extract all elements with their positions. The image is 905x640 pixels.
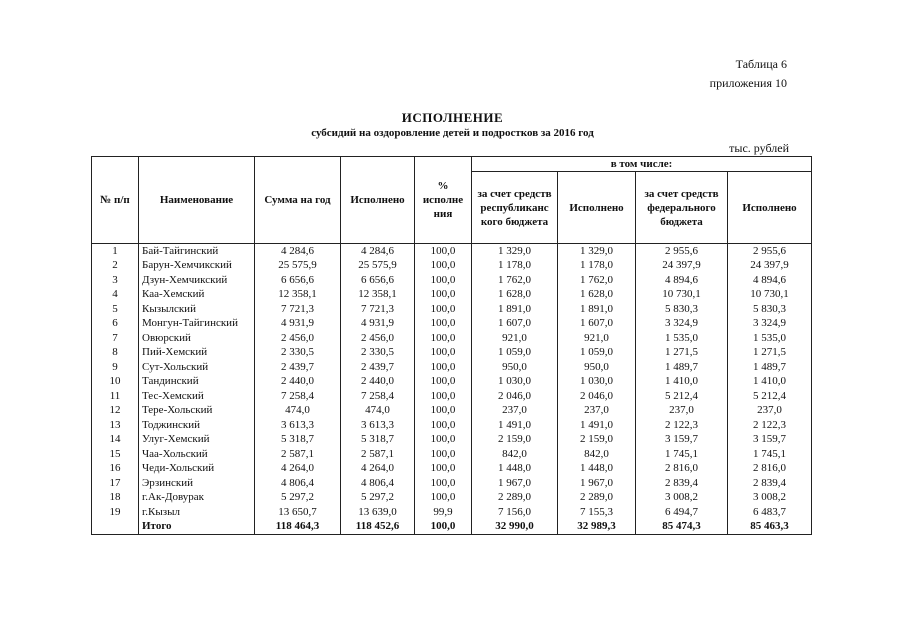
table-row [92,505,812,520]
row-sum: 4 264,0 [255,462,341,477]
total-name: Итого [139,520,255,535]
table-row [92,447,812,462]
subsidy-table [91,156,812,535]
row-fed-exec: 5 212,4 [728,389,812,404]
row-fed: 5 830,3 [636,302,728,317]
table-row [92,491,812,506]
row-rep-exec: 1 891,0 [558,302,636,317]
row-rep: 1 448,0 [472,462,558,477]
row-num: 14 [92,433,139,448]
table-row [92,360,812,375]
row-num: 11 [92,389,139,404]
row-fed-exec: 2 955,6 [728,244,812,259]
table-row [92,418,812,433]
row-pct: 100,0 [415,346,472,361]
row-rep-exec: 1 762,0 [558,273,636,288]
row-num: 16 [92,462,139,477]
row-fed: 237,0 [636,404,728,419]
row-exec: 12 358,1 [341,288,415,303]
appendix-reference: приложения 10 [709,76,787,90]
row-name: Тандинский [139,375,255,390]
row-rep: 1 059,0 [472,346,558,361]
row-rep-exec: 7 155,3 [558,505,636,520]
row-rep: 2 289,0 [472,491,558,506]
row-fed: 2 122,3 [636,418,728,433]
row-pct: 100,0 [415,331,472,346]
row-sum: 2 587,1 [255,447,341,462]
row-pct: 100,0 [415,447,472,462]
table-row [92,259,812,274]
row-rep: 2 046,0 [472,389,558,404]
row-name: Тере-Хольский [139,404,255,419]
row-fed-exec: 2 839,4 [728,476,812,491]
row-fed-exec: 3 324,9 [728,317,812,332]
row-rep-exec: 2 289,0 [558,491,636,506]
row-pct: 100,0 [415,433,472,448]
total-fed-exec: 85 463,3 [728,520,812,535]
row-rep-exec: 237,0 [558,404,636,419]
row-pct: 100,0 [415,317,472,332]
row-fed-exec: 4 894,6 [728,273,812,288]
row-fed: 6 494,7 [636,505,728,520]
row-fed-exec: 6 483,7 [728,505,812,520]
row-num: 18 [92,491,139,506]
row-fed: 3 008,2 [636,491,728,506]
row-num: 8 [92,346,139,361]
header-fed-budget: за счет средств федерального бюджета [636,172,728,244]
row-fed: 1 745,1 [636,447,728,462]
header-sum: Сумма на год [255,157,341,244]
row-pct: 100,0 [415,418,472,433]
row-pct: 99,9 [415,505,472,520]
row-fed: 10 730,1 [636,288,728,303]
row-rep-exec: 2 046,0 [558,389,636,404]
row-fed: 4 894,6 [636,273,728,288]
row-num: 17 [92,476,139,491]
row-fed: 2 816,0 [636,462,728,477]
row-sum: 4 806,4 [255,476,341,491]
row-pct: 100,0 [415,404,472,419]
row-sum: 4 931,9 [255,317,341,332]
row-name: Тес-Хемский [139,389,255,404]
row-sum: 2 439,7 [255,360,341,375]
row-sum: 13 650,7 [255,505,341,520]
row-fed-exec: 5 830,3 [728,302,812,317]
row-num: 13 [92,418,139,433]
row-exec: 3 613,3 [341,418,415,433]
row-sum: 25 575,9 [255,259,341,274]
row-exec: 6 656,6 [341,273,415,288]
header-rep-budget: за счет средств республиканс кого бюджета [472,172,558,244]
row-rep-exec: 1 491,0 [558,418,636,433]
row-num: 1 [92,244,139,259]
row-pct: 100,0 [415,273,472,288]
row-rep: 7 156,0 [472,505,558,520]
row-exec: 2 440,0 [341,375,415,390]
row-sum: 7 721,3 [255,302,341,317]
row-sum: 5 318,7 [255,433,341,448]
row-fed-exec: 2 816,0 [728,462,812,477]
row-rep-exec: 1 329,0 [558,244,636,259]
row-fed: 3 159,7 [636,433,728,448]
row-sum: 4 284,6 [255,244,341,259]
row-pct: 100,0 [415,259,472,274]
table-row [92,375,812,390]
header-num: № п/п [92,157,139,244]
table-row [92,404,812,419]
row-exec: 7 721,3 [341,302,415,317]
row-num: 5 [92,302,139,317]
row-num: 2 [92,259,139,274]
row-rep: 950,0 [472,360,558,375]
document-subtitle: субсидий на оздоровление детей и подростков за 2016 год [311,127,594,139]
row-pct: 100,0 [415,491,472,506]
row-rep-exec: 842,0 [558,447,636,462]
row-name: Пий-Хемский [139,346,255,361]
total-num [92,520,139,535]
table-row [92,273,812,288]
row-rep: 2 159,0 [472,433,558,448]
row-rep: 1 178,0 [472,259,558,274]
table-row [92,389,812,404]
total-sum: 118 464,3 [255,520,341,535]
row-name: Кызылский [139,302,255,317]
row-fed-exec: 237,0 [728,404,812,419]
row-name: Улуг-Хемский [139,433,255,448]
row-rep-exec: 1 178,0 [558,259,636,274]
row-exec: 4 931,9 [341,317,415,332]
table-row [92,302,812,317]
row-pct: 100,0 [415,389,472,404]
row-name: Чаа-Хольский [139,447,255,462]
row-name: Овюрский [139,331,255,346]
row-exec: 4 284,6 [341,244,415,259]
row-sum: 6 656,6 [255,273,341,288]
row-num: 12 [92,404,139,419]
row-fed-exec: 3 008,2 [728,491,812,506]
row-sum: 12 358,1 [255,288,341,303]
row-rep: 921,0 [472,331,558,346]
row-sum: 7 258,4 [255,389,341,404]
table-reference: Таблица 6 [735,57,787,71]
document-title: ИСПОЛНЕНИЕ [401,110,504,125]
row-rep: 1 491,0 [472,418,558,433]
row-fed-exec: 24 397,9 [728,259,812,274]
row-rep: 1 607,0 [472,317,558,332]
row-name: Эрзинский [139,476,255,491]
table-row [92,317,812,332]
table-row [92,462,812,477]
row-num: 6 [92,317,139,332]
table-row [92,331,812,346]
row-fed: 1 489,7 [636,360,728,375]
row-fed: 2 839,4 [636,476,728,491]
row-sum: 2 330,5 [255,346,341,361]
row-exec: 7 258,4 [341,389,415,404]
row-fed: 1 535,0 [636,331,728,346]
row-rep-exec: 1 607,0 [558,317,636,332]
total-pct: 100,0 [415,520,472,535]
row-rep: 1 967,0 [472,476,558,491]
row-rep-exec: 1 059,0 [558,346,636,361]
header-including: в том числе: [472,157,812,172]
row-exec: 2 587,1 [341,447,415,462]
row-fed-exec: 1 489,7 [728,360,812,375]
row-rep: 237,0 [472,404,558,419]
row-rep: 1 628,0 [472,288,558,303]
row-name: Чеди-Хольский [139,462,255,477]
row-num: 19 [92,505,139,520]
row-exec: 4 264,0 [341,462,415,477]
row-num: 3 [92,273,139,288]
row-rep: 842,0 [472,447,558,462]
header-rep-exec: Исполнено [558,172,636,244]
row-fed: 3 324,9 [636,317,728,332]
row-fed-exec: 1 745,1 [728,447,812,462]
row-name: Дзун-Хемчикский [139,273,255,288]
row-name: г.Кызыл [139,505,255,520]
row-fed-exec: 1 535,0 [728,331,812,346]
row-rep: 1 030,0 [472,375,558,390]
row-rep: 1 891,0 [472,302,558,317]
row-sum: 474,0 [255,404,341,419]
table-row [92,433,812,448]
table-row [92,244,812,259]
row-name: Тоджинский [139,418,255,433]
row-rep-exec: 1 448,0 [558,462,636,477]
row-exec: 13 639,0 [341,505,415,520]
row-exec: 5 318,7 [341,433,415,448]
row-pct: 100,0 [415,288,472,303]
row-rep-exec: 950,0 [558,360,636,375]
header-name: Наименование [139,157,255,244]
row-pct: 100,0 [415,360,472,375]
row-exec: 474,0 [341,404,415,419]
row-pct: 100,0 [415,375,472,390]
row-pct: 100,0 [415,302,472,317]
row-num: 7 [92,331,139,346]
header-pct: % исполне ния [415,157,472,244]
row-num: 9 [92,360,139,375]
row-exec: 2 456,0 [341,331,415,346]
row-name: Сут-Хольский [139,360,255,375]
table-row [92,476,812,491]
row-pct: 100,0 [415,476,472,491]
row-rep: 1 762,0 [472,273,558,288]
row-rep: 1 329,0 [472,244,558,259]
row-sum: 2 456,0 [255,331,341,346]
row-rep-exec: 921,0 [558,331,636,346]
row-name: Каа-Хемский [139,288,255,303]
header-fed-exec: Исполнено [728,172,812,244]
row-fed-exec: 10 730,1 [728,288,812,303]
row-fed-exec: 1 271,5 [728,346,812,361]
table-row [92,288,812,303]
row-name: Монгун-Тайгинский [139,317,255,332]
row-fed: 5 212,4 [636,389,728,404]
total-rep-exec: 32 989,3 [558,520,636,535]
row-fed: 1 271,5 [636,346,728,361]
row-exec: 5 297,2 [341,491,415,506]
row-fed-exec: 1 410,0 [728,375,812,390]
row-exec: 25 575,9 [341,259,415,274]
row-name: Бай-Тайгинский [139,244,255,259]
total-fed: 85 474,3 [636,520,728,535]
total-exec: 118 452,6 [341,520,415,535]
row-fed-exec: 2 122,3 [728,418,812,433]
header-exec: Исполнено [341,157,415,244]
row-num: 15 [92,447,139,462]
row-pct: 100,0 [415,462,472,477]
row-rep-exec: 1 967,0 [558,476,636,491]
row-fed-exec: 3 159,7 [728,433,812,448]
row-fed: 24 397,9 [636,259,728,274]
row-num: 4 [92,288,139,303]
row-sum: 5 297,2 [255,491,341,506]
row-name: г.Ак-Довурак [139,491,255,506]
table-row [92,346,812,361]
row-rep-exec: 1 030,0 [558,375,636,390]
row-exec: 2 330,5 [341,346,415,361]
row-pct: 100,0 [415,244,472,259]
total-row [92,520,812,535]
row-sum: 3 613,3 [255,418,341,433]
row-rep-exec: 1 628,0 [558,288,636,303]
row-name: Барун-Хемчикский [139,259,255,274]
row-exec: 4 806,4 [341,476,415,491]
row-rep-exec: 2 159,0 [558,433,636,448]
row-fed: 1 410,0 [636,375,728,390]
total-rep: 32 990,0 [472,520,558,535]
row-sum: 2 440,0 [255,375,341,390]
units-label: тыс. рублей [729,141,789,155]
row-num: 10 [92,375,139,390]
row-exec: 2 439,7 [341,360,415,375]
row-fed: 2 955,6 [636,244,728,259]
